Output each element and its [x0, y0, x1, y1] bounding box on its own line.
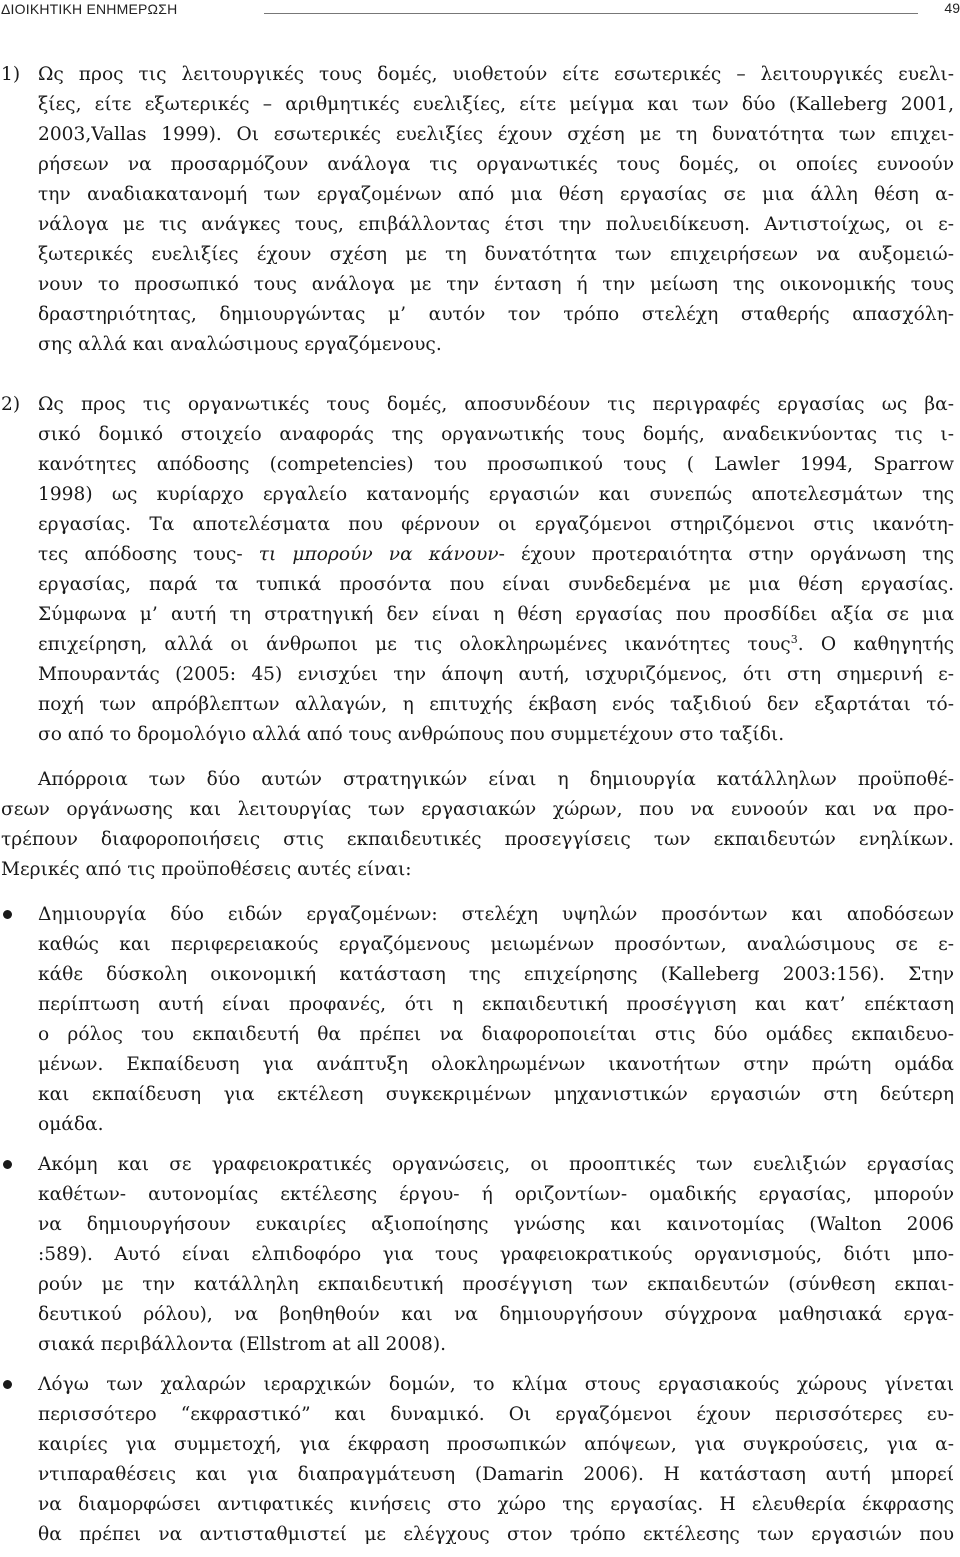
bullet-icon [3, 1160, 12, 1169]
text-line: Μερικές από τις προϋποθέσεις αυτές είναι: [1, 859, 412, 880]
text-line: Σύμφωνα μ’ αυτή τη στρατηγική δεν είναι η θέση εργασίας που προσδίδει αξία σε μια [38, 604, 954, 625]
text-line: Ακόμη και σε γραφειοκρατικές οργανώσεις, οι προοπτικές των ευελιξιών εργασίας [38, 1154, 954, 1175]
text-line: σιακά περιβάλλοντα (Ellstrom at all 2008). [38, 1334, 447, 1355]
text-line: ξωτερικές ευελιξίες έχουν σχέση με τη δυνατότητα των επιχειρήσεων να αυξομειώ- [38, 244, 954, 265]
text-line: δραστηριότητας, δημιουργώντας μ’ αυτόν τον τρόπο στελέχη σταθερής απασχόλη- [38, 304, 954, 325]
page-number: 49 [944, 0, 960, 16]
text-line: Απόρροια των δύο αυτών στρατηγικών είναι η δημιουργία κατάλληλων προϋποθέ- [38, 769, 954, 790]
text-run: επιχείρηση, αλλά οι άνθρωποι με τις ολοκληρωμένες ικανότητες τους [38, 634, 791, 655]
text-line: περισσότερο “εκφραστικό” και δυναμικό. Οι εργαζόμενοι έχουν περισσότερες ευ- [38, 1404, 954, 1425]
text-line: τρέπουν διαφοροποιήσεις στις εκπαιδευτικές προσεγγίσεις των εκπαιδευτών ενηλίκων. [1, 829, 954, 850]
text-line: σεων οργάνωσης και λειτουργίας των εργασιακών χώρων, που να ευνοούν και να προ- [1, 799, 954, 820]
text-line: ντιπαραθέσεις και για διαπραγμάτευση (Damarin 2006). Η κατάσταση αυτή μπορεί [38, 1464, 954, 1485]
page-header [0, 0, 960, 22]
italic-phrase: τι μπορούν να κάνουν [258, 544, 499, 565]
text-line: την αναδιακατανομή των εργαζομένων από μια θέση εργασίας σε μια άλλη θέση α- [38, 184, 954, 205]
text-line: θα πρέπει να αντισταθμιστεί με ελέγχους στον τρόπο εκτέλεσης των εργασιών που [38, 1524, 954, 1545]
text-line: ξίες, είτε εξωτερικές – αριθμητικές ευελιξίες, είτε μείγμα και των δύο (Kalleberg 2001, [38, 94, 954, 115]
text-run: . Ο καθηγητής [797, 634, 954, 655]
text-line: σης αλλά και αναλώσιμους εργαζόμενους. [38, 334, 442, 355]
text-line: δευτικού ρόλου), να βοηθηθούν και να δημιουργήσουν σύγχρονα μαθησιακά εργα- [38, 1304, 954, 1325]
text-line: ρούν με την κατάλληλη εκπαιδευτική προσέγγιση των εκπαιδευτών (σύνθεση εκπαι- [38, 1274, 954, 1295]
text-line: Λόγω των χαλαρών ιεραρχικών δομών, το κλίμα στους εργασιακούς χώρους γίνεται [38, 1374, 954, 1395]
text-line: ο ρόλος του εκπαιδευτή θα πρέπει να διαφοροποιείται στις δύο ομάδες εκπαιδευο- [38, 1024, 954, 1045]
text-run: - έχουν προτεραιότητα στην οργάνωση της [498, 544, 954, 565]
text-line: 2003,Vallas 1999). Οι εσωτερικές ευελιξίες έχουν σχέση με τη δυνατότητα των επιχει- [38, 124, 954, 145]
bullet-icon [3, 1380, 12, 1389]
text-line: σο από το δρομολόγιο αλλά από τους ανθρώπους που συμμετέχουν στο ταξίδι. [38, 724, 785, 745]
text-line [38, 540, 954, 570]
bullet-icon [3, 910, 12, 919]
text-line: ομάδα. [38, 1114, 104, 1135]
text-line: Ως προς τις λειτουργικές τους δομές, υιοθετούν είτε εσωτερικές – λειτουργικές ευελι- [38, 64, 954, 85]
text-line: σικό δομικό στοιχείο αναφοράς της οργανωτικής τους δομής, αναδεικνύοντας τις ι- [38, 424, 954, 445]
text-line: και εκπαίδευση για εκτέλεση συγκεκριμένων μηχανιστικών εργασιών στη δεύτερη [38, 1084, 954, 1105]
text-line: κανότητες απόδοσης (competencies) του προσωπικού τους ( Lawler 1994, Sparrow [38, 454, 954, 475]
text-run: τες απόδοσης τους- [38, 544, 259, 565]
footnote-reference[interactable]: 3 [790, 633, 798, 646]
text-line [38, 630, 954, 660]
text-line: 1998) ως κυρίαρχο εργαλείο κατανομής εργασιών και συνεπώς αποτελεσμάτων της [38, 484, 954, 505]
header-rule [264, 13, 918, 14]
list-marker-1: 1) [1, 64, 21, 85]
text-line: εργασίας. Τα αποτελέσματα που φέρνουν οι εργαζόμενοι στηριζόμενοι στις ικανότη- [38, 514, 954, 535]
text-line: ρήσεων να προσαρμόζουν ανάλογα τις οργανωτικές τους δομές, οι οποίες ευνοούν [38, 154, 954, 175]
text-line: εργασίας, παρά τα τυπικά προσόντα που είναι συνδεδεμένα με μια θέση εργασίας. [38, 574, 954, 595]
list-marker-2: 2) [1, 394, 21, 415]
text-line: καθώς και περιφερειακούς εργαζόμενους μειωμένων προσόντων, αναλώσιμους σε ε- [38, 934, 954, 955]
text-line: να διαμορφώσει αντιφατικές κινήσεις στο χώρο της εργασίας. Η ελευθερία έκφρασης [38, 1494, 954, 1515]
text-line: νουν το προσωπικό τους ανάλογα με την ένταση ή την μείωση της οικονομικής τους [38, 274, 954, 295]
text-line: καθέτων- αυτονομίας εκτέλεσης έργου- ή οριζοντίων- ομαδικής εργασίας, μπορούν [38, 1184, 954, 1205]
text-line: νάλογα με τις ανάγκες τους, επιβάλλοντας έτσι την πολυειδίκευση. Αντιστοίχως, οι ε- [38, 214, 954, 235]
text-line: :589). Αυτό είναι ελπιδοφόρο για τους γραφειοκρατικούς οργανισμούς, διότι μπο- [38, 1244, 954, 1265]
text-line: περίπτωση αυτή είναι προφανές, ότι η εκπαιδευτική προσέγγιση και κατ’ επέκταση [38, 994, 954, 1015]
text-line: Δημιουργία δύο ειδών εργαζομένων: στελέχη υψηλών προσόντων και αποδόσεων [38, 904, 954, 925]
text-line: να δημιουργήσουν ευκαιρίες αξιοποίησης γνώσης και καινοτομίας (Walton 2006 [38, 1214, 954, 1235]
text-line: ποχή των απρόβλεπτων αλλαγών, η επιτυχής έκβαση ενός ταξιδιού δεν εξαρτάται τό- [38, 694, 954, 715]
text-line: καιρίες για συμμετοχή, για έκφραση προσωπικών απόψεων, για συγκρούσεις, για α- [38, 1434, 954, 1455]
text-line: κάθε δύσκολη οικονομική κατάσταση της επιχείρησης (Kalleberg 2003:156). Στην [38, 964, 954, 985]
text-line: μένων. Εκπαίδευση για ανάπτυξη ολοκληρωμένων ικανοτήτων στην πρώτη ομάδα [38, 1054, 954, 1075]
text-line: Μπουραντάς (2005: 45) ενισχύει την άποψη αυτή, ισχυριζόμενος, ότι στη σημερινή ε- [38, 664, 954, 685]
text-line: Ως προς τις οργανωτικές τους δομές, αποσυνδέουν τις περιγραφές εργασίας ως βα- [38, 394, 954, 415]
journal-title: ΔΙΟΙΚΗΤΙΚΗ ΕΝΗΜΕΡΩΣΗ [1, 1, 178, 17]
